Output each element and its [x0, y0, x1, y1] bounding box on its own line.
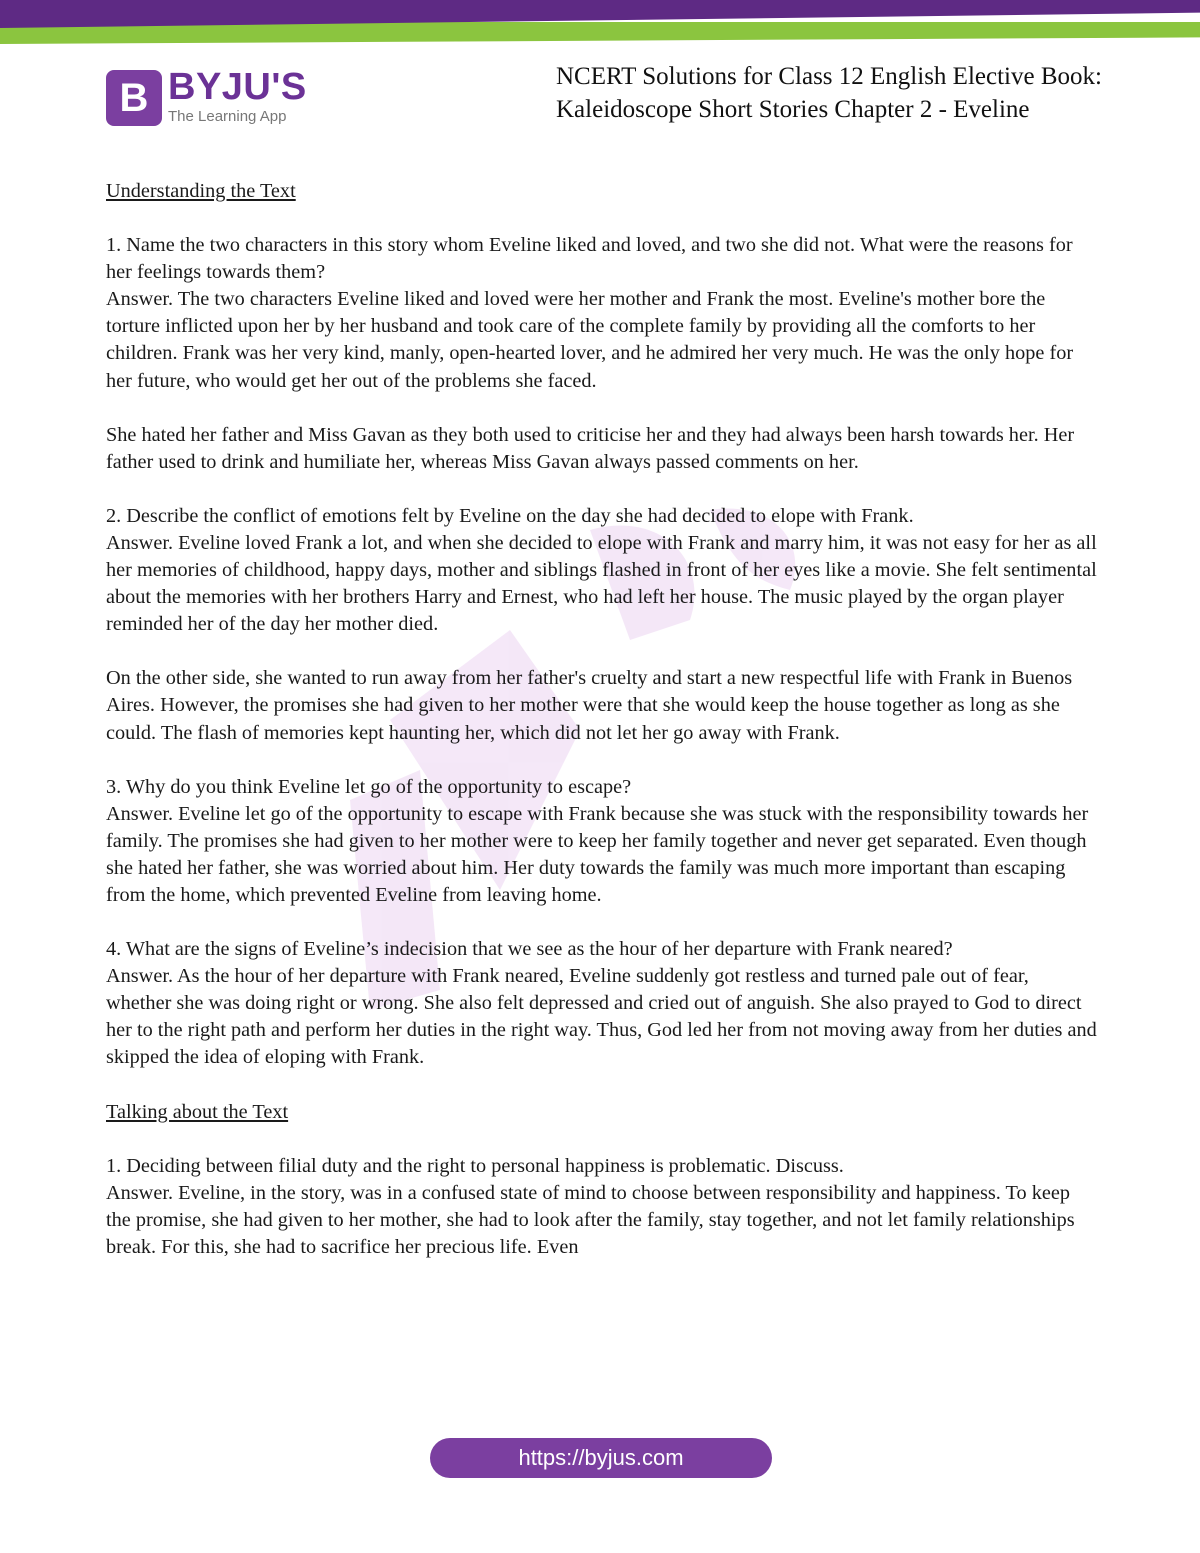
- page-title-line-2: Kaleidoscope Short Stories Chapter 2 - Eveline: [556, 96, 1030, 123]
- question-2: 2. Describe the conflict of emotions felt by Eveline on the day she had decided to elope with Frank.: [106, 504, 914, 527]
- talking-answer-1: Answer. Eveline, in the story, was in a confused state of mind to choose between responsibility and happiness. To keep the promise, she had given to her mother, she had to look after the family, stay together, and not let family relationships break. For this, she had to sacrifice her precious life. Even: [106, 1181, 1075, 1258]
- answer-1-continued: She hated her father and Miss Gavan as they both used to criticise her and they had always been harsh towards her. Her father used to drink and humiliate her, whereas Miss Gavan always passed comments on her.: [106, 423, 1075, 473]
- question-3: 3. Why do you think Eveline let go of the opportunity to escape?: [106, 775, 632, 798]
- page-title: [556, 60, 1176, 126]
- page-title-line-1: NCERT Solutions for Class 12 English Elective Book:: [556, 63, 1102, 90]
- answer-2: Answer. Eveline loved Frank a lot, and when she decided to elope with Frank and marry him, it was not easy for her as all her memories of childhood, happy days, mother and siblings flashed in front of her eyes like a movie. She felt sentimental about the memories with her brothers Harry and Ernest, who had left her house. The music played by the organ player reminded her of the day her mother died.: [106, 531, 1097, 636]
- answer-3: Answer. Eveline let go of the opportunity to escape with Frank because she was stuck with the responsibility towards her family. The promises she had given to her mother were to keep her family together and never get separated. Even though she hated her father, she was worried about him. Her duty towards the family was much more important than escaping from the home, which prevented Eveline from leaving home.: [106, 802, 1089, 906]
- question-4: 4. What are the signs of Eveline’s indecision that we see as the hour of her departure with Frank neared?: [106, 938, 953, 961]
- document-body: [106, 178, 1098, 1261]
- byjus-logo: [106, 68, 326, 130]
- footer-url-link[interactable]: https://byjus.com: [430, 1438, 772, 1478]
- answer-4: Answer. As the hour of her departure with Frank neared, Eveline suddenly got restless and turned pale out of fear, whether she was doing right or wrong. She also felt depressed and cried out of anguish. She also prayed to God to direct her to the right path and perform her duties in the right way. Thus, God led her from not moving away from her duties and skipped the idea of eloping with Frank.: [106, 965, 1097, 1069]
- section-heading-talking: Talking about the Text: [106, 1100, 289, 1123]
- answer-2-continued: On the other side, she wanted to run away from her father's cruelty and start a new respectful life with Frank in Buenos Aires. However, the promises she had given to her mother were that she would keep the house together as long as she could. The flash of memories kept haunting her, which did not let her go away with Frank.: [106, 667, 1073, 744]
- talking-question-1: 1. Deciding between filial duty and the right to personal happiness is problematic. Discuss.: [106, 1154, 844, 1177]
- logo-icon: B: [106, 70, 162, 126]
- question-1: 1. Name the two characters in this story whom Eveline liked and loved, and two she did not. What were the reasons for her feelings towards them?: [106, 234, 1073, 284]
- answer-1: Answer. The two characters Eveline liked and loved were her mother and Frank the most. Eveline's mother bore the torture inflicted upon her by her husband and took care of the complete family by providing all the comforts to her children. Frank was her very kind, manly, open-hearted lover, and he admired her very much. He was the only hope for her future, who would get her out of the problems she faced.: [106, 288, 1074, 392]
- logo-wordmark: BYJU'S: [168, 66, 307, 108]
- logo-tagline: The Learning App: [168, 108, 287, 125]
- section-heading-understanding: Understanding the Text: [106, 180, 296, 202]
